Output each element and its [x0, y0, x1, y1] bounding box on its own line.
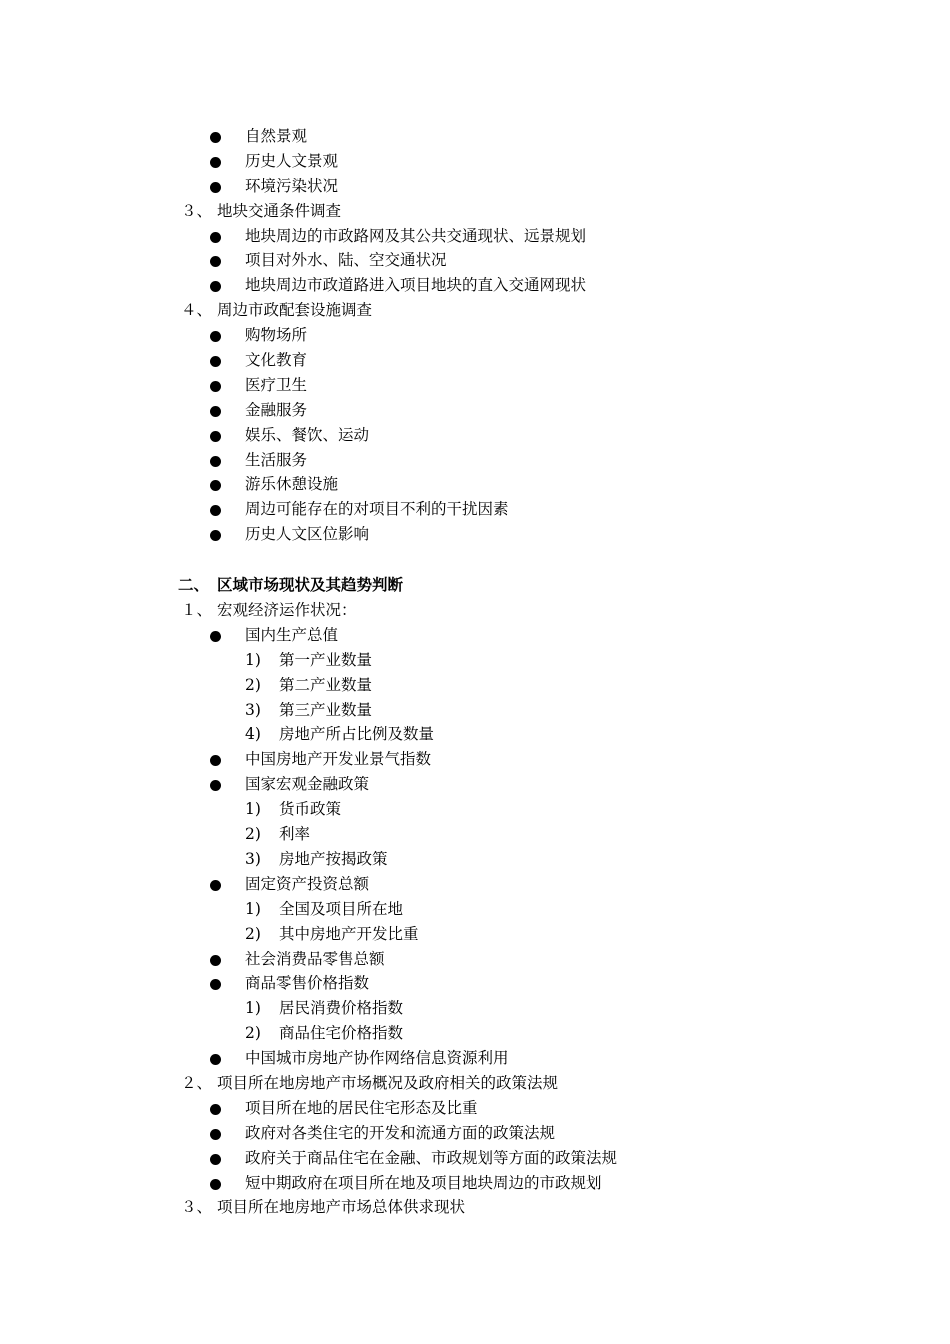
list-item [0, 398, 950, 423]
bullet-text: 项目对外水、陆、空交通状况 [245, 251, 447, 270]
bullet-text: 项目所在地的居民住宅形态及比重 [245, 1098, 478, 1117]
sub-item-text: 第一产业数量 [279, 650, 373, 669]
list-item [0, 623, 950, 648]
bullet-text: 政府对各类住宅的开发和流通方面的政策法规 [245, 1123, 556, 1142]
document-body [0, 124, 950, 1220]
bullet-text: 政府关于商品住宅在金融、市政规划等方面的政策法规 [245, 1148, 618, 1167]
bullet-text: 购物场所 [245, 326, 308, 345]
item-title: 项目所在地房地产市场总体供求现状 [217, 1198, 466, 1217]
list-item [0, 1146, 950, 1171]
bullet-text: 中国房地产开发业景气指数 [245, 750, 432, 769]
sub-item-number: 1) [245, 999, 261, 1018]
bullet-dot-icon [210, 281, 221, 292]
bullet-text: 游乐休憩设施 [245, 475, 339, 494]
list-item [0, 273, 950, 298]
bullet-dot-icon [210, 182, 221, 193]
bullet-dot-icon [210, 530, 221, 541]
bullet-text: 历史人文景观 [245, 151, 339, 170]
bullet-text: 周边可能存在的对项目不利的干扰因素 [245, 500, 509, 519]
item-number: ４、 [181, 301, 213, 320]
sub-item-number: 3) [245, 700, 261, 719]
bullet-dot-icon [210, 1129, 221, 1140]
bullet-dot-icon [210, 456, 221, 467]
sub-item-text: 其中房地产开发比重 [279, 924, 419, 943]
sub-item-number: 2) [245, 924, 261, 943]
bullet-dot-icon [210, 480, 221, 491]
sub-item-text: 第二产业数量 [279, 675, 373, 694]
sub-item-text: 货币政策 [279, 800, 342, 819]
list-item [0, 1096, 950, 1121]
bullet-dot-icon [210, 755, 221, 766]
bullet-dot-icon [210, 157, 221, 168]
bullet-text: 短中期政府在项目所在地及项目地块周边的市政规划 [245, 1173, 602, 1192]
bullet-text: 国家宏观金融政策 [245, 775, 370, 794]
list-item [0, 323, 950, 348]
bullet-text: 社会消费品零售总额 [245, 949, 385, 968]
bullet-dot-icon [210, 505, 221, 516]
sub-item-number: 1) [245, 650, 261, 669]
list-item [0, 897, 950, 922]
list-item [0, 1171, 950, 1196]
list-item [0, 1046, 950, 1071]
bullet-text: 生活服务 [245, 450, 308, 469]
list-item [0, 423, 950, 448]
list-item [0, 298, 950, 323]
list-item [0, 497, 950, 522]
bullet-dot-icon [210, 1054, 221, 1065]
list-item [0, 248, 950, 273]
bullet-dot-icon [210, 955, 221, 966]
bullet-dot-icon [210, 256, 221, 267]
sub-item-text: 房地产按揭政策 [279, 849, 388, 868]
item-number: １、 [181, 601, 213, 620]
list-item [0, 673, 950, 698]
list-item [0, 124, 950, 149]
sub-item-text: 房地产所占比例及数量 [279, 725, 435, 744]
bullet-dot-icon [210, 232, 221, 243]
list-item [0, 1121, 950, 1146]
list-item [0, 1071, 950, 1096]
bullet-text: 医疗卫生 [245, 375, 308, 394]
bullet-text: 中国城市房地产协作网络信息资源利用 [245, 1049, 509, 1068]
bullet-dot-icon [210, 431, 221, 442]
list-item [0, 996, 950, 1021]
list-item [0, 1195, 950, 1220]
sub-item-text: 商品住宅价格指数 [279, 1024, 404, 1043]
bullet-dot-icon [210, 406, 221, 417]
bullet-text: 文化教育 [245, 351, 308, 370]
bullet-text: 地块周边的市政路网及其公共交通现状、远景规划 [245, 226, 587, 245]
sub-item-number: 4) [245, 725, 261, 744]
sub-item-number: 1) [245, 899, 261, 918]
sub-item-text: 利率 [279, 825, 311, 844]
list-item [0, 348, 950, 373]
bullet-text: 自然景观 [245, 127, 308, 145]
list-item [0, 747, 950, 772]
item-number: ３、 [181, 1198, 213, 1217]
list-item [0, 149, 950, 174]
list-item [0, 847, 950, 872]
list-item [0, 797, 950, 822]
list-item [0, 722, 950, 747]
bullet-dot-icon [210, 1179, 221, 1190]
bullet-text: 金融服务 [245, 400, 308, 419]
sub-item-number: 2) [245, 825, 261, 844]
item-title: 周边市政配套设施调查 [217, 301, 373, 320]
list-item [0, 971, 950, 996]
list-item [0, 522, 950, 547]
list-item [0, 1021, 950, 1046]
bullet-dot-icon [210, 631, 221, 642]
item-number: ３、 [181, 201, 213, 220]
bullet-dot-icon [210, 381, 221, 392]
sub-item-number: 1) [245, 800, 261, 819]
heading-title: 区域市场现状及其趋势判断 [217, 575, 404, 595]
sub-item-number: 2) [245, 675, 261, 694]
list-item [0, 772, 950, 797]
sub-item-number: 3) [245, 849, 261, 868]
item-title: 项目所在地房地产市场概况及政府相关的政策法规 [217, 1073, 559, 1092]
item-title: 地块交通条件调查 [217, 201, 342, 220]
list-item [0, 648, 950, 673]
bullet-dot-icon [210, 356, 221, 367]
bullet-dot-icon [210, 880, 221, 891]
bullet-dot-icon [210, 132, 221, 143]
list-item [0, 199, 950, 224]
list-item [0, 174, 950, 199]
bullet-text: 环境污染状况 [245, 176, 339, 195]
list-item [0, 598, 950, 623]
section-heading [0, 573, 950, 598]
bullet-dot-icon [210, 780, 221, 791]
bullet-text: 地块周边市政道路进入项目地块的直入交通网现状 [245, 276, 587, 295]
sub-item-text: 第三产业数量 [279, 700, 373, 719]
list-item [0, 224, 950, 249]
bullet-dot-icon [210, 1104, 221, 1115]
list-item [0, 922, 950, 947]
sub-item-text: 全国及项目所在地 [279, 899, 404, 918]
item-number: ２、 [181, 1073, 213, 1092]
bullet-text: 国内生产总值 [245, 625, 339, 644]
bullet-text: 商品零售价格指数 [245, 974, 370, 993]
sub-item-text: 居民消费价格指数 [279, 999, 404, 1018]
list-item [0, 822, 950, 847]
bullet-text: 固定资产投资总额 [245, 874, 370, 893]
item-title: 宏观经济运作状况： [217, 601, 357, 620]
bullet-dot-icon [210, 979, 221, 990]
heading-number: 二、 [178, 575, 210, 595]
list-item [0, 947, 950, 972]
bullet-dot-icon [210, 331, 221, 342]
bullet-text: 历史人文区位影响 [245, 525, 370, 544]
list-item [0, 872, 950, 897]
list-item [0, 448, 950, 473]
bullet-text: 娱乐、餐饮、运动 [245, 425, 370, 444]
sub-item-number: 2) [245, 1024, 261, 1043]
list-item [0, 373, 950, 398]
list-item [0, 698, 950, 723]
list-item [0, 472, 950, 497]
bullet-dot-icon [210, 1154, 221, 1165]
